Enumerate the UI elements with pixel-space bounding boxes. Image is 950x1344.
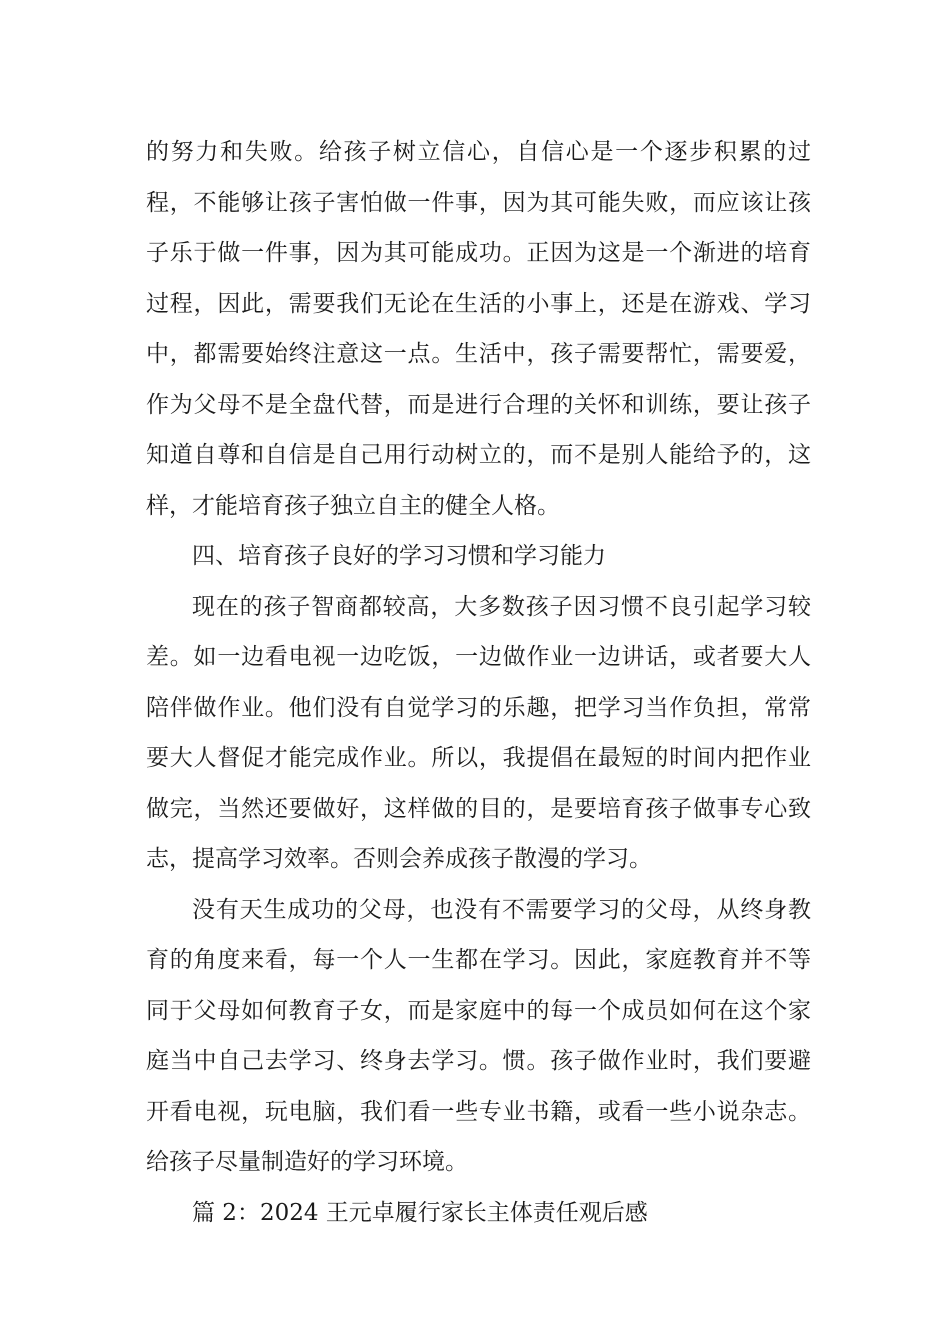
paragraph-lifelong-learning: 没有天生成功的父母，也没有不需要学习的父母，从终身教育的角度来看，每一个人一生都在学习。因此，家庭教育并不等同于父母如何教育子女，而是家庭中的每一个成员如何在这个家庭当中自己去学习、终身去学习。惯。孩子做作业时，我们要避开看电视，玩电脑，我们看一些专业书籍，或看一些小说杂志。给孩子尽量制造好的学习环境。 [146,896,811,1175]
paragraph-study-habits: 现在的孩子智商都较高，大多数孩子因习惯不良引起学习较差。如一边看电视一边吃饭，一边做作业一边讲话，或者要大人陪伴做作业。他们没有自觉学习的乐趣，把学习当作负担，常常要大人督促才能完成作业。所以，我提倡在最短的时间内把作业做完，当然还要做好，这样做的目的，是要培育孩子做事专心致志，提高学习效率。否则会养成孩子散漫的学习。 [146,593,811,872]
section-heading-study-habits: 四、培育孩子良好的学习习惯和学习能力 [192,543,606,569]
article-title-part-2: 篇 2：2024 王元卓履行家长主体责任观后感 [192,1199,648,1226]
document-body [146,127,811,1238]
paragraph-self-confidence: 的努力和失败。给孩子树立信心，自信心是一个逐步积累的过程，不能够让孩子害怕做一件事，因为其可能失败，而应该让孩子乐于做一件事，因为其可能成功。正因为这是一个渐进的培育过程，因此，需要我们无论在生活的小事上，还是在游戏、学习中，都需要始终注意这一点。生活中，孩子需要帮忙，需要爱，作为父母不是全盘代替，而是进行合理的关怀和训练，要让孩子知道自尊和自信是自己用行动树立的，而不是别人能给予的，这样，才能培育孩子独立自主的健全人格。 [146,139,811,519]
